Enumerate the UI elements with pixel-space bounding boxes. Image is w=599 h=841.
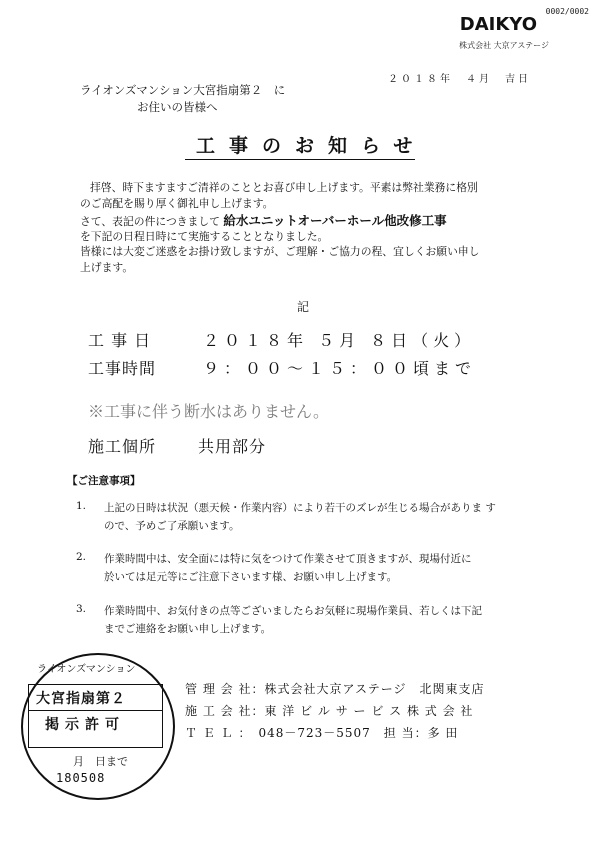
construction-company: 施 工 会 社：東 洋 ビ ル サ ー ビ ス 株 式 会 社 bbox=[185, 704, 474, 718]
location-value: 共用部分 bbox=[198, 437, 267, 456]
management-company: 管 理 会 社：株式会社大京アステージ 北関東支店 bbox=[185, 682, 485, 696]
note-number: 3. bbox=[76, 603, 87, 615]
note-number: 2. bbox=[76, 551, 87, 563]
note-2-line-2: 於いては足元等にご注意下さいます様、お願い申し上げます。 bbox=[104, 571, 398, 583]
page-counter: 0002/0002 bbox=[545, 7, 589, 16]
no-water-outage-notice: ※工事に伴う断水はありません。 bbox=[88, 402, 329, 421]
apology-line-2: 上げます。 bbox=[80, 261, 134, 274]
work-name: 給水ユニットオーバーホール他改修工事 bbox=[223, 213, 447, 228]
work-time-label: 工事時間 bbox=[88, 359, 157, 378]
note-1-line-1: 上記の日時は状況（悪天候・作業内容）により若干のズレが生じる場合がありま す bbox=[104, 502, 496, 514]
announcement-line-1 bbox=[80, 211, 447, 229]
note-number: 1. bbox=[76, 500, 87, 512]
note-1-line-2: ので、予めご了承願います。 bbox=[104, 520, 240, 532]
notes-heading: 【ご注意事項】 bbox=[67, 475, 141, 487]
note-3-line-1: 作業時間中、お気付きの点等ございましたらお気軽に現場作業員、若しくは下記 bbox=[104, 605, 482, 617]
ki-heading: 記 bbox=[297, 300, 310, 314]
stamp-building-brand: ライオンズマンション bbox=[37, 664, 136, 675]
company-name-small: 株式会社 大京アステージ bbox=[459, 41, 549, 50]
greeting-line-2: のご高配を賜り厚く御礼申し上げます。 bbox=[80, 197, 274, 210]
stamp-serial-number: 180508 bbox=[56, 771, 106, 785]
addressee-line-1: ライオンズマンション大宮指扇第２ に bbox=[80, 83, 286, 97]
stamp-building-name: 大宮指扇第２ bbox=[36, 691, 126, 707]
title-underline bbox=[185, 159, 415, 160]
addressee-line-2: お住いの皆様へ bbox=[137, 100, 218, 114]
work-date-label: 工 事 日 bbox=[88, 331, 152, 350]
note-2-line-1: 作業時間中は、安全面には特に気をつけて作業させて頂きますが、現場付近に bbox=[104, 553, 472, 565]
stamp-valid-until: 月 日まで bbox=[73, 755, 128, 768]
note-3-line-2: までご連絡をお願い申し上げます。 bbox=[104, 623, 272, 635]
stamp-permission-text: 掲示許可 bbox=[45, 717, 125, 733]
stamp-divider bbox=[28, 710, 163, 711]
greeting-line-1: 拝啓、時下ますますご清祥のこととお喜び申し上げます。平素は弊社業務に格別 bbox=[90, 181, 478, 194]
announcement-line-2: を下記の日程日時にて実施することとなりました。 bbox=[80, 230, 329, 243]
contact-telephone: Ｔ Ｅ Ｌ ： 048－723－5507 担 当：多 田 bbox=[185, 726, 459, 740]
work-date-value: ２０１８年 ５月 ８日（火） bbox=[203, 331, 476, 350]
issue-date: ２０１８年 ４月 吉日 bbox=[388, 74, 531, 85]
announcement-prefix: さて、表記の件につきまして bbox=[80, 215, 220, 228]
document-title: 工事のお知らせ bbox=[196, 135, 427, 157]
apology-line-1: 皆様には大変ご迷惑をお掛け致しますが、ご理解・ご協力の程、宜しくお願い申し bbox=[80, 245, 480, 258]
work-time-value: ９：００～１５：００頃まで bbox=[203, 359, 477, 378]
location-label: 施工個所 bbox=[88, 437, 157, 456]
daikyo-logo: DAIKYO bbox=[459, 14, 537, 35]
